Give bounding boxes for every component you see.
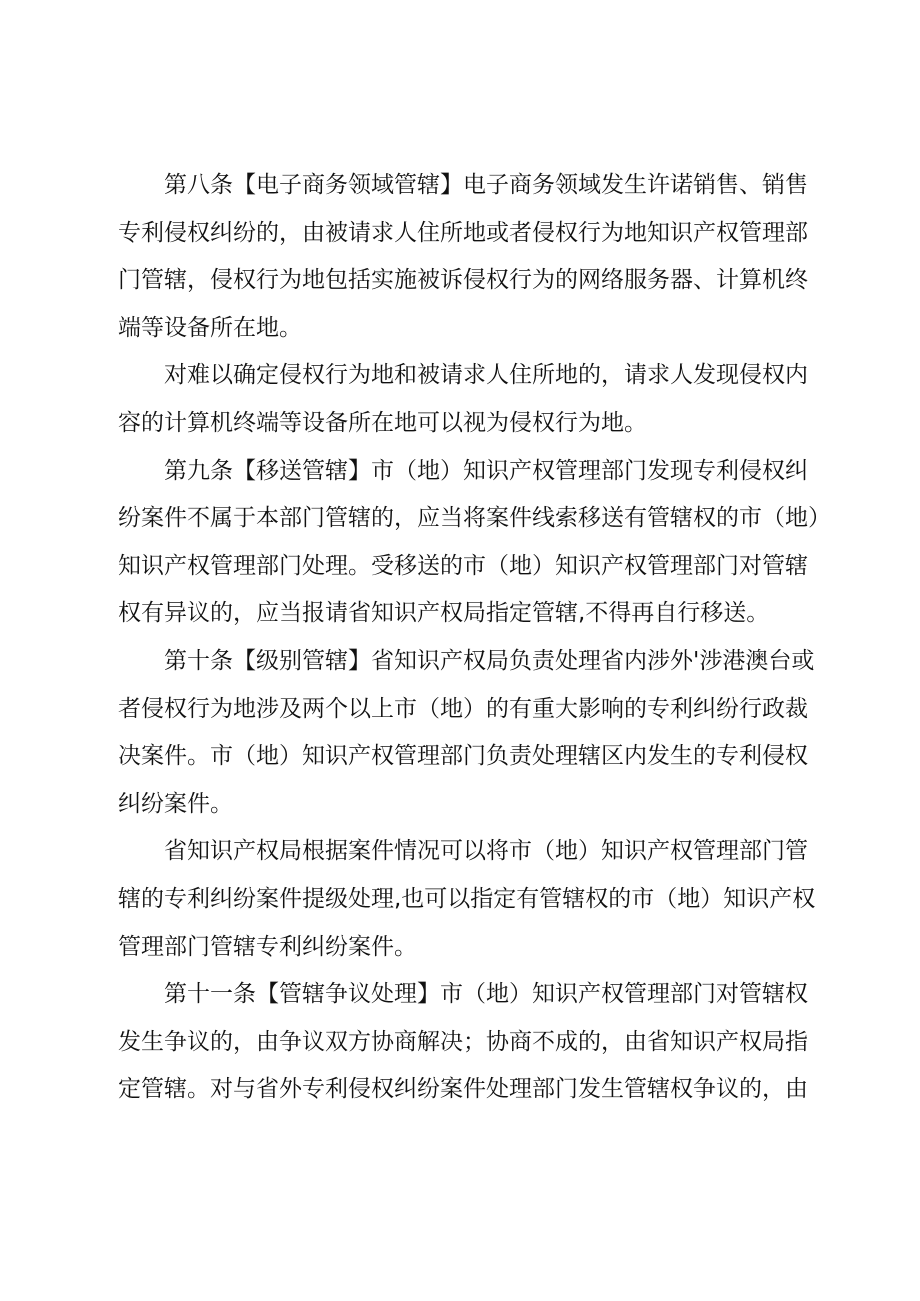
text-line: 专利侵权纠纷的，由被请求人住所地或者侵权行为地知识产权管理部 <box>118 219 808 246</box>
paragraph-article-8 <box>118 162 818 352</box>
text-line: 第九条【移送管辖】市（地）知识产权管理部门发现专利侵权纠 <box>164 457 808 484</box>
text-line: 第十一条【管辖争议处理】市（地）知识产权管理部门对管辖权 <box>164 981 808 1008</box>
text-line: 对难以确定侵权行为地和被请求人住所地的，请求人发现侵权内 <box>164 362 808 389</box>
text-line: 知识产权管理部门处理。受移送的市（地）知识产权管理部门对管辖 <box>118 552 808 579</box>
text-line: 门管辖，侵权行为地包括实施被诉侵权行为的网络服务器、计算机终 <box>118 267 808 294</box>
text-line: 定管辖。对与省外专利侵权纠纷案件处理部门发生管辖权争议的，由 <box>118 1076 808 1103</box>
paragraph-article-11 <box>118 971 818 1114</box>
paragraph-article-9 <box>118 448 831 638</box>
text-line: 辖的专利纠纷案件提级处理,也可以指定有管辖权的市（地）知识产权 <box>118 885 816 912</box>
text-line: 容的计算机终端等设备所在地可以视为侵权行为地。 <box>118 409 647 436</box>
text-line: 决案件。市（地）知识产权管理部门负责处理辖区内发生的专利侵权 <box>118 743 808 770</box>
text-line: 纠纷案件。 <box>118 790 233 817</box>
paragraph-article-10 <box>118 638 818 828</box>
text-line: 第八条【电子商务领域管辖】电子商务领域发生许诺销售、销售 <box>164 172 808 198</box>
text-line: 省知识产权局根据案件情况可以将市（地）知识产权管理部门管 <box>164 838 808 865</box>
document-body <box>118 162 831 1114</box>
text-line: 发生争议的，由争议双方协商解决；协商不成的，由省知识产权局指 <box>118 1028 808 1055</box>
text-line: 纷案件不属于本部门管辖的，应当将案件线索移送有管辖权的市（地） <box>118 505 831 532</box>
text-line: 管理部门管辖专利纠纷案件。 <box>118 933 417 960</box>
paragraph-article-8-supplement <box>118 352 818 447</box>
text-line: 者侵权行为地涉及两个以上市（地）的有重大影响的专利纠纷行政裁 <box>118 695 808 722</box>
text-line: 端等设备所在地。 <box>118 314 302 341</box>
paragraph-article-10-supplement <box>118 828 818 971</box>
text-line: 第十条【级别管辖】省知识产权局负责处理省内涉外'涉港澳台或 <box>164 647 815 674</box>
text-line: 权有异议的，应当报请省知识产权局指定管辖,不得再自行移送。 <box>118 600 770 627</box>
